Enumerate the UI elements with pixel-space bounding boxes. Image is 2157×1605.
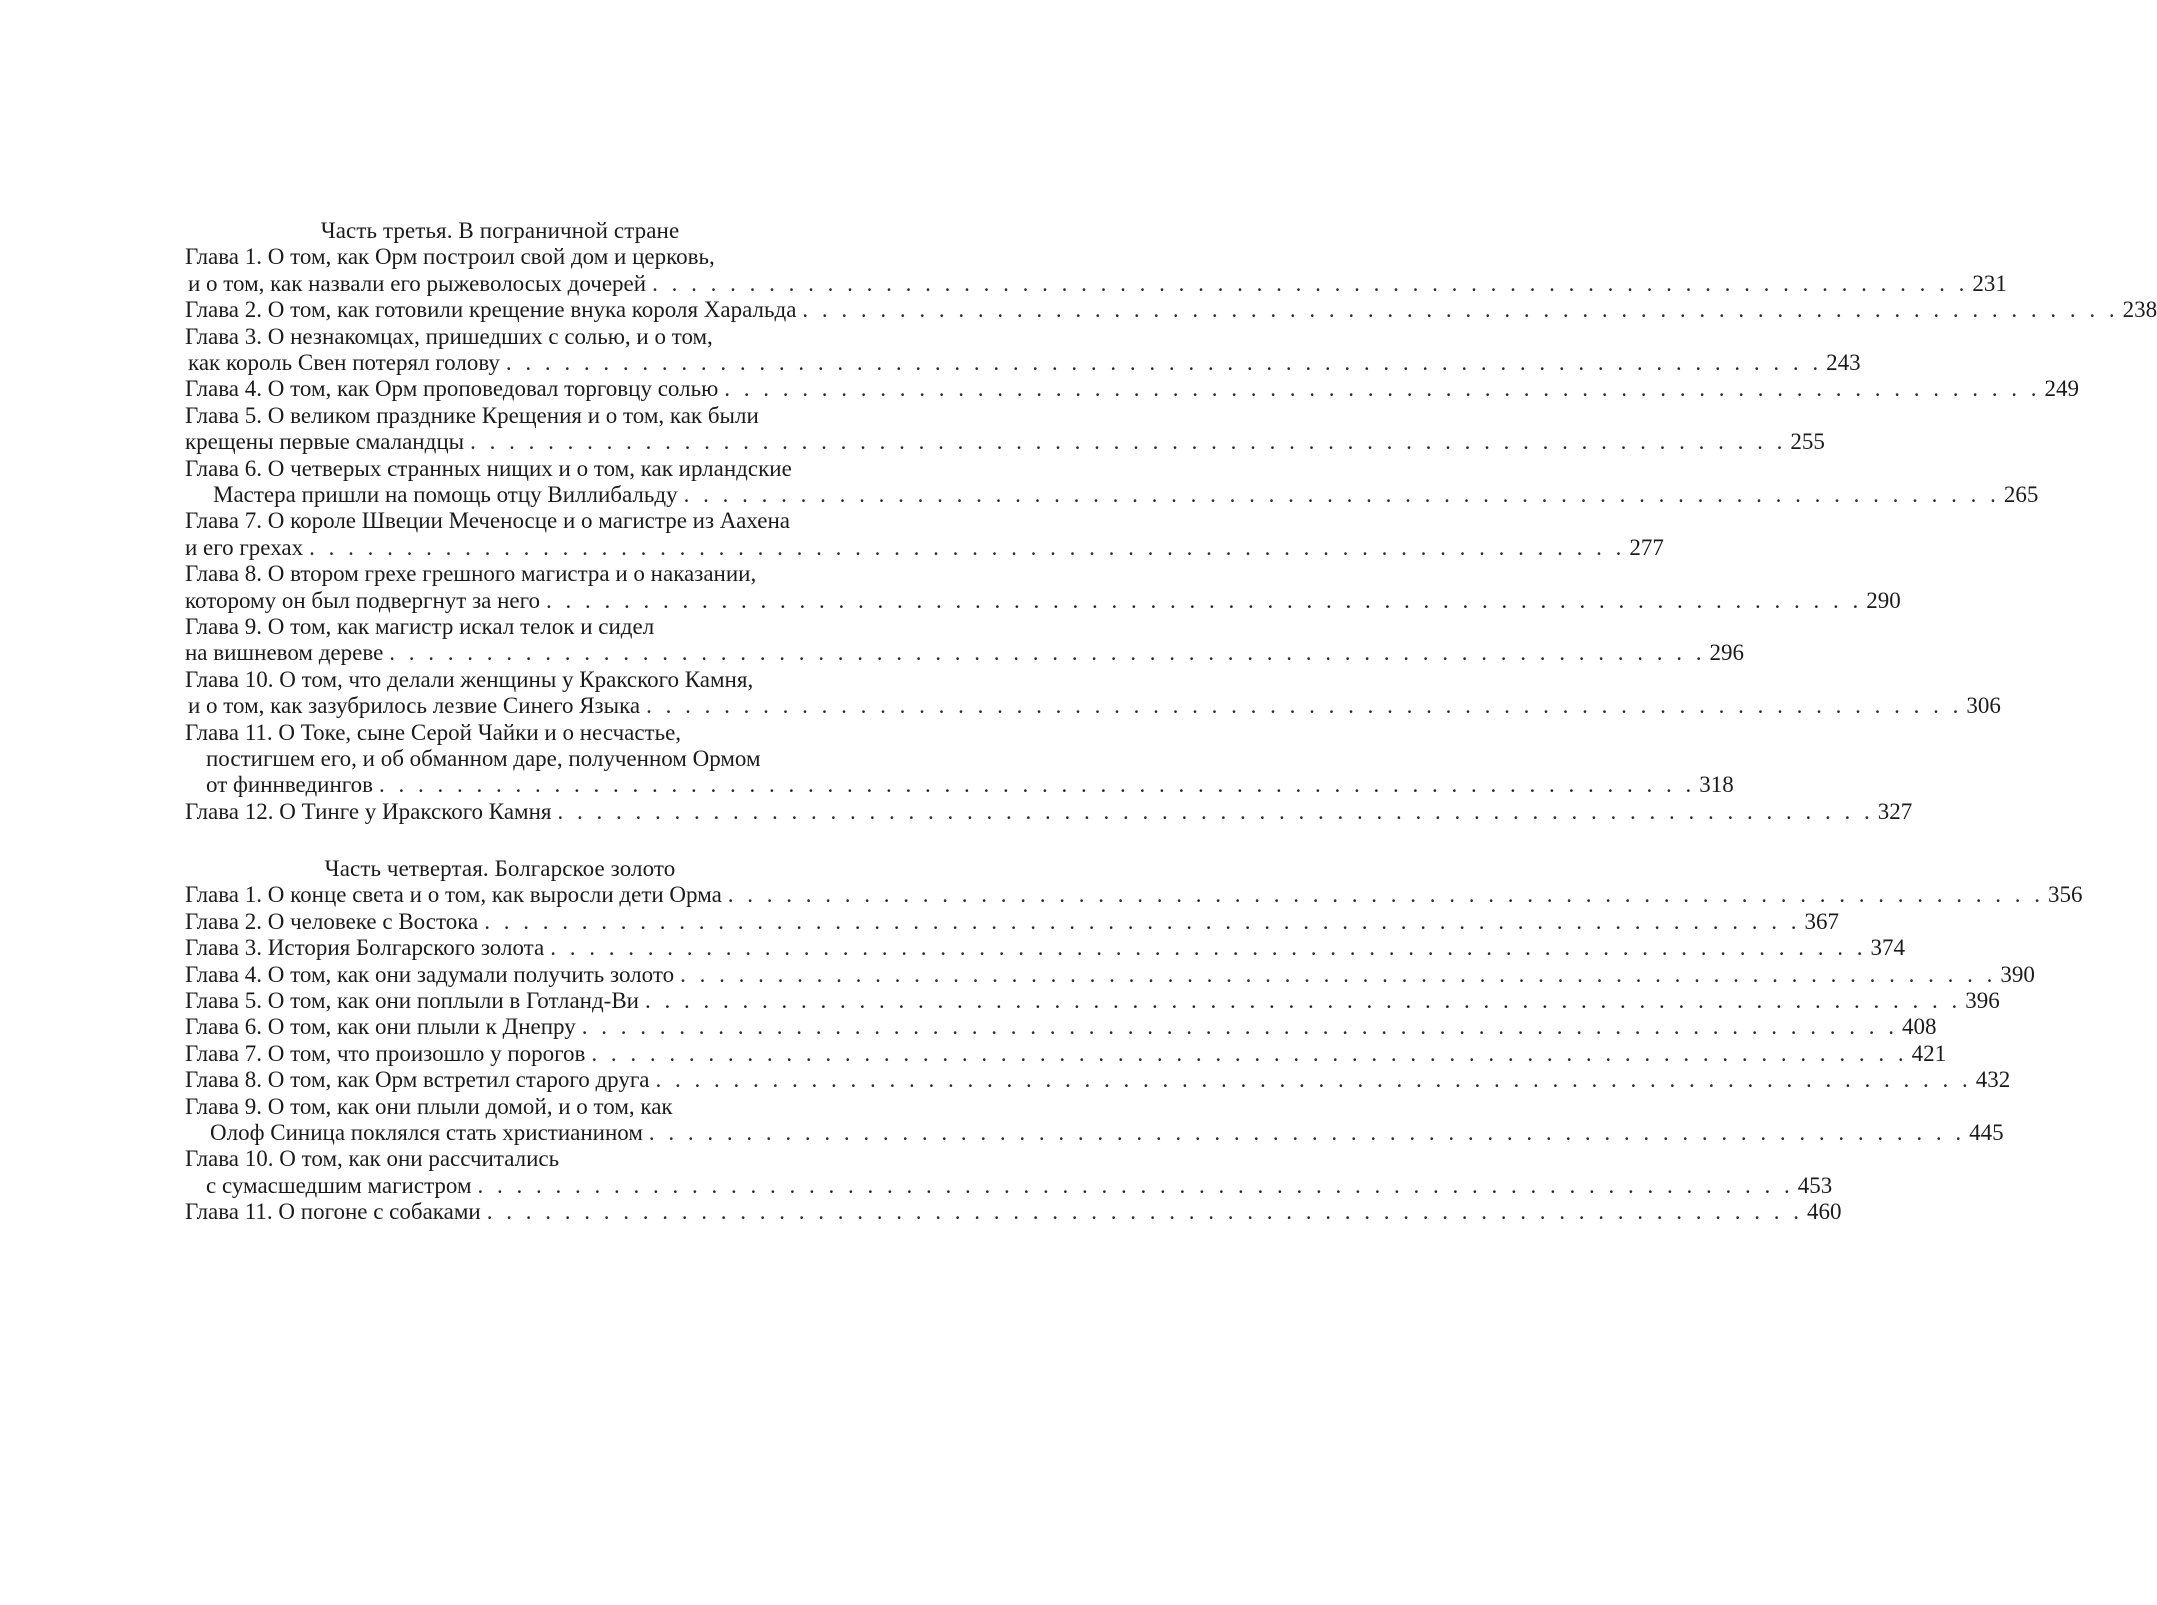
chapter-title-text: и о том, как назвали его рыжеволосых дочерей xyxy=(188,270,647,296)
chapter-title-text: Глава 7. О том, что произошло у порогов xyxy=(185,1040,586,1066)
chapter-title-line xyxy=(185,376,2079,402)
page-number: 306 xyxy=(1966,693,2001,719)
dot-leader: . . . . . . . . . . . . . . . . . . . . . . . . . . . . . . . . . . . . . . . . . . . . . . . . . . . . . . . . . . . . . . . . . . . . xyxy=(309,534,1626,560)
dot-leader: . . . . . . . . . . . . . . . . . . . . . . . . . . . . . . . . . . . . . . . . . . . . . . . . . . . . . . . . . . . . . . . . . . . . xyxy=(477,1172,1794,1198)
page-number: 367 xyxy=(1804,908,1839,934)
dot-leader: . . . . . . . . . . . . . . . . . . . . . . . . . . . . . . . . . . . . . . . . . . . . . . . . . . . . . . . . . . . . . . . . . . . . xyxy=(646,693,1963,719)
dot-leader: . . . . . . . . . . . . . . . . . . . . . . . . . . . . . . . . . . . . . . . . . . . . . . . . . . . . . . . . . . . . . . . . . . . . xyxy=(652,270,1969,296)
page-number: 318 xyxy=(1699,772,1734,798)
page-number: 374 xyxy=(1870,935,1905,961)
chapter-title-continuation xyxy=(213,482,2039,508)
dot-leader: . . . . . . . . . . . . . . . . . . . . . . . . . . . . . . . . . . . . . . . . . . . . . . . . . . . . . . . . . . . . . . . . . . . . xyxy=(727,882,2045,908)
page-number: 445 xyxy=(1969,1120,2004,1145)
dot-leader: . . . . . . . . . . . . . . . . . . . . . . . . . . . . . . . . . . . . . . . . . . . . . . . . . . . . . . . . . . . . . . . . . . . . xyxy=(655,1067,1972,1093)
chapter-title-continuation xyxy=(185,429,1825,455)
chapter-title-text: Глава 1. О конце света и о том, как выросли дети Орма xyxy=(185,882,722,908)
dot-leader: . . . . . . . . . . . . . . . . . . . . . . . . . . . . . . . . . . . . . . . . . . . . . . . . . . . . . . . . . . . . . . . . . . . . xyxy=(486,1199,1803,1225)
page-number: 231 xyxy=(1972,270,2007,296)
chapter-title-line xyxy=(185,614,890,640)
chapter-title-line xyxy=(185,244,890,270)
chapter-title-text: Глава 3. История Болгарского золота xyxy=(185,935,545,961)
chapter-title-text: Глава 8. О втором грехе грешного магистра и о наказании, xyxy=(185,561,757,587)
page-number: 421 xyxy=(1911,1040,1947,1066)
dot-leader: . . . . . . . . . . . . . . . . . . . . . . . . . . . . . . . . . . . . . . . . . . . . . . . . . . . . . . . . . . . . . . . . . . . . xyxy=(644,988,1962,1013)
chapter-title-continuation xyxy=(188,693,2001,719)
dot-leader: . . . . . . . . . . . . . . . . . . . . . . . . . . . . . . . . . . . . . . . . . . . . . . . . . . . . . . . . . . . . . . . . . . . . xyxy=(550,935,1867,961)
chapter-title-continuation xyxy=(188,350,1861,376)
page-number: 296 xyxy=(1709,640,1745,666)
chapter-title-line xyxy=(185,961,2035,988)
chapter-title-continuation xyxy=(185,587,1901,614)
chapter-title-line xyxy=(185,882,2083,908)
chapter-title-line xyxy=(185,667,890,693)
chapter-title-text: Глава 1. О том, как Орм построил свой дом и церковь, xyxy=(185,244,715,270)
chapter-title-line xyxy=(185,1014,1937,1040)
page-number: 396 xyxy=(1965,988,2000,1013)
chapter-title-text: Глава 11. О Токе, сыне Серой Чайки и о несчастье, xyxy=(185,719,682,745)
page-number: 432 xyxy=(1975,1067,2011,1093)
chapter-title-line xyxy=(185,561,890,587)
chapter-title-continuation xyxy=(206,1172,1833,1199)
chapter-title-text: от финнведингов xyxy=(206,772,373,798)
chapter-title-text: Глава 5. О том, как они поплыли в Готланд-Ви xyxy=(185,988,639,1013)
dot-leader: . . . . . . . . . . . . . . . . . . . . . . . . . . . . . . . . . . . . . . . . . . . . . . . . . . . . . . . . . . . . . . . . . . . . xyxy=(557,798,1874,824)
chapter-title-text: постигшем его, и об обманном даре, полученном Ормом xyxy=(206,746,761,771)
chapter-title-text: с сумасшедшим магистром xyxy=(206,1172,472,1198)
chapter-title-text: крещены первые смаландцы xyxy=(185,429,465,455)
page-number: 390 xyxy=(2000,961,2035,987)
chapter-title-line xyxy=(185,908,1839,935)
page-number: 238 xyxy=(2122,297,2157,323)
dot-leader: . . . . . . . . . . . . . . . . . . . . . . . . . . . . . . . . . . . . . . . . . . . . . . . . . . . . . . . . . . . . . . . . . . . . xyxy=(802,297,2119,323)
chapter-title-text: Глава 10. О том, что делали женщины у Кракского Камня, xyxy=(185,666,754,692)
chapter-title-text: Глава 11. О погоне с собаками xyxy=(185,1199,481,1225)
chapter-title-line xyxy=(185,1146,890,1172)
chapter-title-text: Глава 2. О том, как готовили крещение внука короля Харальда xyxy=(185,297,797,323)
part-title: Часть четвертая. Болгарское золото xyxy=(324,856,676,881)
chapter-title-line xyxy=(185,935,1905,961)
dot-leader: . . . . . . . . . . . . . . . . . . . . . . . . . . . . . . . . . . . . . . . . . . . . . . . . . . . . . . . . . . . . . . . . . . . . xyxy=(581,1014,1898,1040)
dot-leader: . . . . . . . . . . . . . . . . . . . . . . . . . . . . . . . . . . . . . . . . . . . . . . . . . . . . . . . . . . . . . . . . . . . . xyxy=(484,908,1801,934)
chapter-title-text: Глава 12. О Тинге у Иракского Камня xyxy=(185,798,552,824)
chapter-title-line xyxy=(185,1094,890,1120)
chapter-title-line xyxy=(185,1040,1947,1067)
chapter-title-text: Глава 7. О короле Швеции Меченосце и о магистре из Аахена xyxy=(185,508,790,534)
page-number: 460 xyxy=(1806,1199,1842,1225)
chapter-title-line xyxy=(185,297,2157,323)
chapter-title-continuation xyxy=(206,746,890,772)
chapter-title-text: и его грехах xyxy=(185,534,304,560)
chapter-title-continuation xyxy=(185,640,1745,666)
chapter-title-text: Глава 4. О том, как Орм проповедовал торговцу солью xyxy=(185,376,719,402)
chapter-title-text: Глава 4. О том, как они задумали получить золото xyxy=(185,961,675,987)
chapter-title-text: Глава 6. О том, как они плыли к Днепру xyxy=(185,1014,576,1040)
chapter-title-text: как король Свен потерял голову xyxy=(188,350,500,375)
chapter-title-line xyxy=(185,456,890,482)
dot-leader: . . . . . . . . . . . . . . . . . . . . . . . . . . . . . . . . . . . . . . . . . . . . . . . . . . . . . . . . . . . . . . . . . . . . xyxy=(389,640,1706,666)
dot-leader: . . . . . . . . . . . . . . . . . . . . . . . . . . . . . . . . . . . . . . . . . . . . . . . . . . . . . . . . . . . . . . . . . . . . xyxy=(379,772,1696,798)
dot-leader: . . . . . . . . . . . . . . . . . . . . . . . . . . . . . . . . . . . . . . . . . . . . . . . . . . . . . . . . . . . . . . . . . . . . xyxy=(648,1120,1966,1145)
chapter-title-text: Глава 10. О том, как они рассчитались xyxy=(185,1146,560,1172)
dot-leader: . . . . . . . . . . . . . . . . . . . . . . . . . . . . . . . . . . . . . . . . . . . . . . . . . . . . . . . . . . . . . . . . . . . . xyxy=(724,376,2041,402)
chapter-title-line xyxy=(185,988,2000,1014)
chapter-title-line xyxy=(185,1067,2011,1093)
chapter-title-text: Глава 5. О великом празднике Крещения и о том, как были xyxy=(185,402,759,428)
chapter-title-line xyxy=(185,720,890,746)
chapter-title-text: на вишневом дереве xyxy=(185,640,384,666)
chapter-title-text: Олоф Синица поклялся стать христианином xyxy=(210,1120,643,1145)
chapter-title-text: и о том, как зазубрилось лезвие Синего Языка xyxy=(188,693,641,719)
dot-leader: . . . . . . . . . . . . . . . . . . . . . . . . . . . . . . . . . . . . . . . . . . . . . . . . . . . . . . . . . . . . . . . . . . . . xyxy=(546,587,1863,613)
page-number: 356 xyxy=(2048,882,2083,908)
page-number: 255 xyxy=(1790,429,1825,455)
chapter-title-text: Глава 3. О незнакомцах, пришедших с солью, и о том, xyxy=(185,323,713,349)
dot-leader: . . . . . . . . . . . . . . . . . . . . . . . . . . . . . . . . . . . . . . . . . . . . . . . . . . . . . . . . . . . . . . . . . . . . xyxy=(680,961,1997,987)
chapter-title-line xyxy=(185,1199,1842,1225)
chapter-title-text: которому он был подвергнут за него xyxy=(185,587,541,613)
part-title: Часть третья. В пограничной стране xyxy=(320,218,680,243)
page-number: 277 xyxy=(1629,534,1664,560)
chapter-title-text: Глава 6. О четверых странных нищих и о том, как ирландские xyxy=(185,455,792,481)
page-number: 249 xyxy=(2044,376,2079,402)
dot-leader: . . . . . . . . . . . . . . . . . . . . . . . . . . . . . . . . . . . . . . . . . . . . . . . . . . . . . . . . . . . . . . . . . . . . xyxy=(591,1040,1908,1066)
page-number: 327 xyxy=(1877,798,1913,824)
chapter-title-continuation xyxy=(185,534,1664,561)
chapter-title-text: Глава 2. О человеке с Востока xyxy=(185,908,479,934)
chapter-title-continuation xyxy=(206,772,1734,798)
chapter-title-text: Глава 9. О том, как они плыли домой, и о том, как xyxy=(185,1093,673,1119)
dot-leader: . . . . . . . . . . . . . . . . . . . . . . . . . . . . . . . . . . . . . . . . . . . . . . . . . . . . . . . . . . . . . . . . . . . . xyxy=(505,350,1823,375)
dot-leader: . . . . . . . . . . . . . . . . . . . . . . . . . . . . . . . . . . . . . . . . . . . . . . . . . . . . . . . . . . . . . . . . . . . . xyxy=(683,482,2000,507)
page-number: 290 xyxy=(1866,587,1901,613)
chapter-title-continuation xyxy=(188,270,2007,297)
page-number: 265 xyxy=(2003,482,2039,507)
chapter-title-line xyxy=(185,403,890,429)
dot-leader: . . . . . . . . . . . . . . . . . . . . . . . . . . . . . . . . . . . . . . . . . . . . . . . . . . . . . . . . . . . . . . . . . . . . xyxy=(470,429,1787,455)
chapter-title-line xyxy=(185,508,890,534)
chapter-title-text: Глава 9. О том, как магистр искал телок и сидел xyxy=(185,614,655,639)
chapter-title-continuation xyxy=(210,1120,2004,1146)
chapter-title-text: Глава 8. О том, как Орм встретил старого друга xyxy=(185,1067,650,1093)
chapter-title-line xyxy=(185,798,1913,825)
page-number: 408 xyxy=(1901,1014,1937,1040)
chapter-title-text: Мастера пришли на помощь отцу Виллибальду xyxy=(213,482,678,507)
page-number: 453 xyxy=(1797,1172,1833,1198)
page-number: 243 xyxy=(1826,350,1861,375)
chapter-title-line xyxy=(185,324,890,350)
